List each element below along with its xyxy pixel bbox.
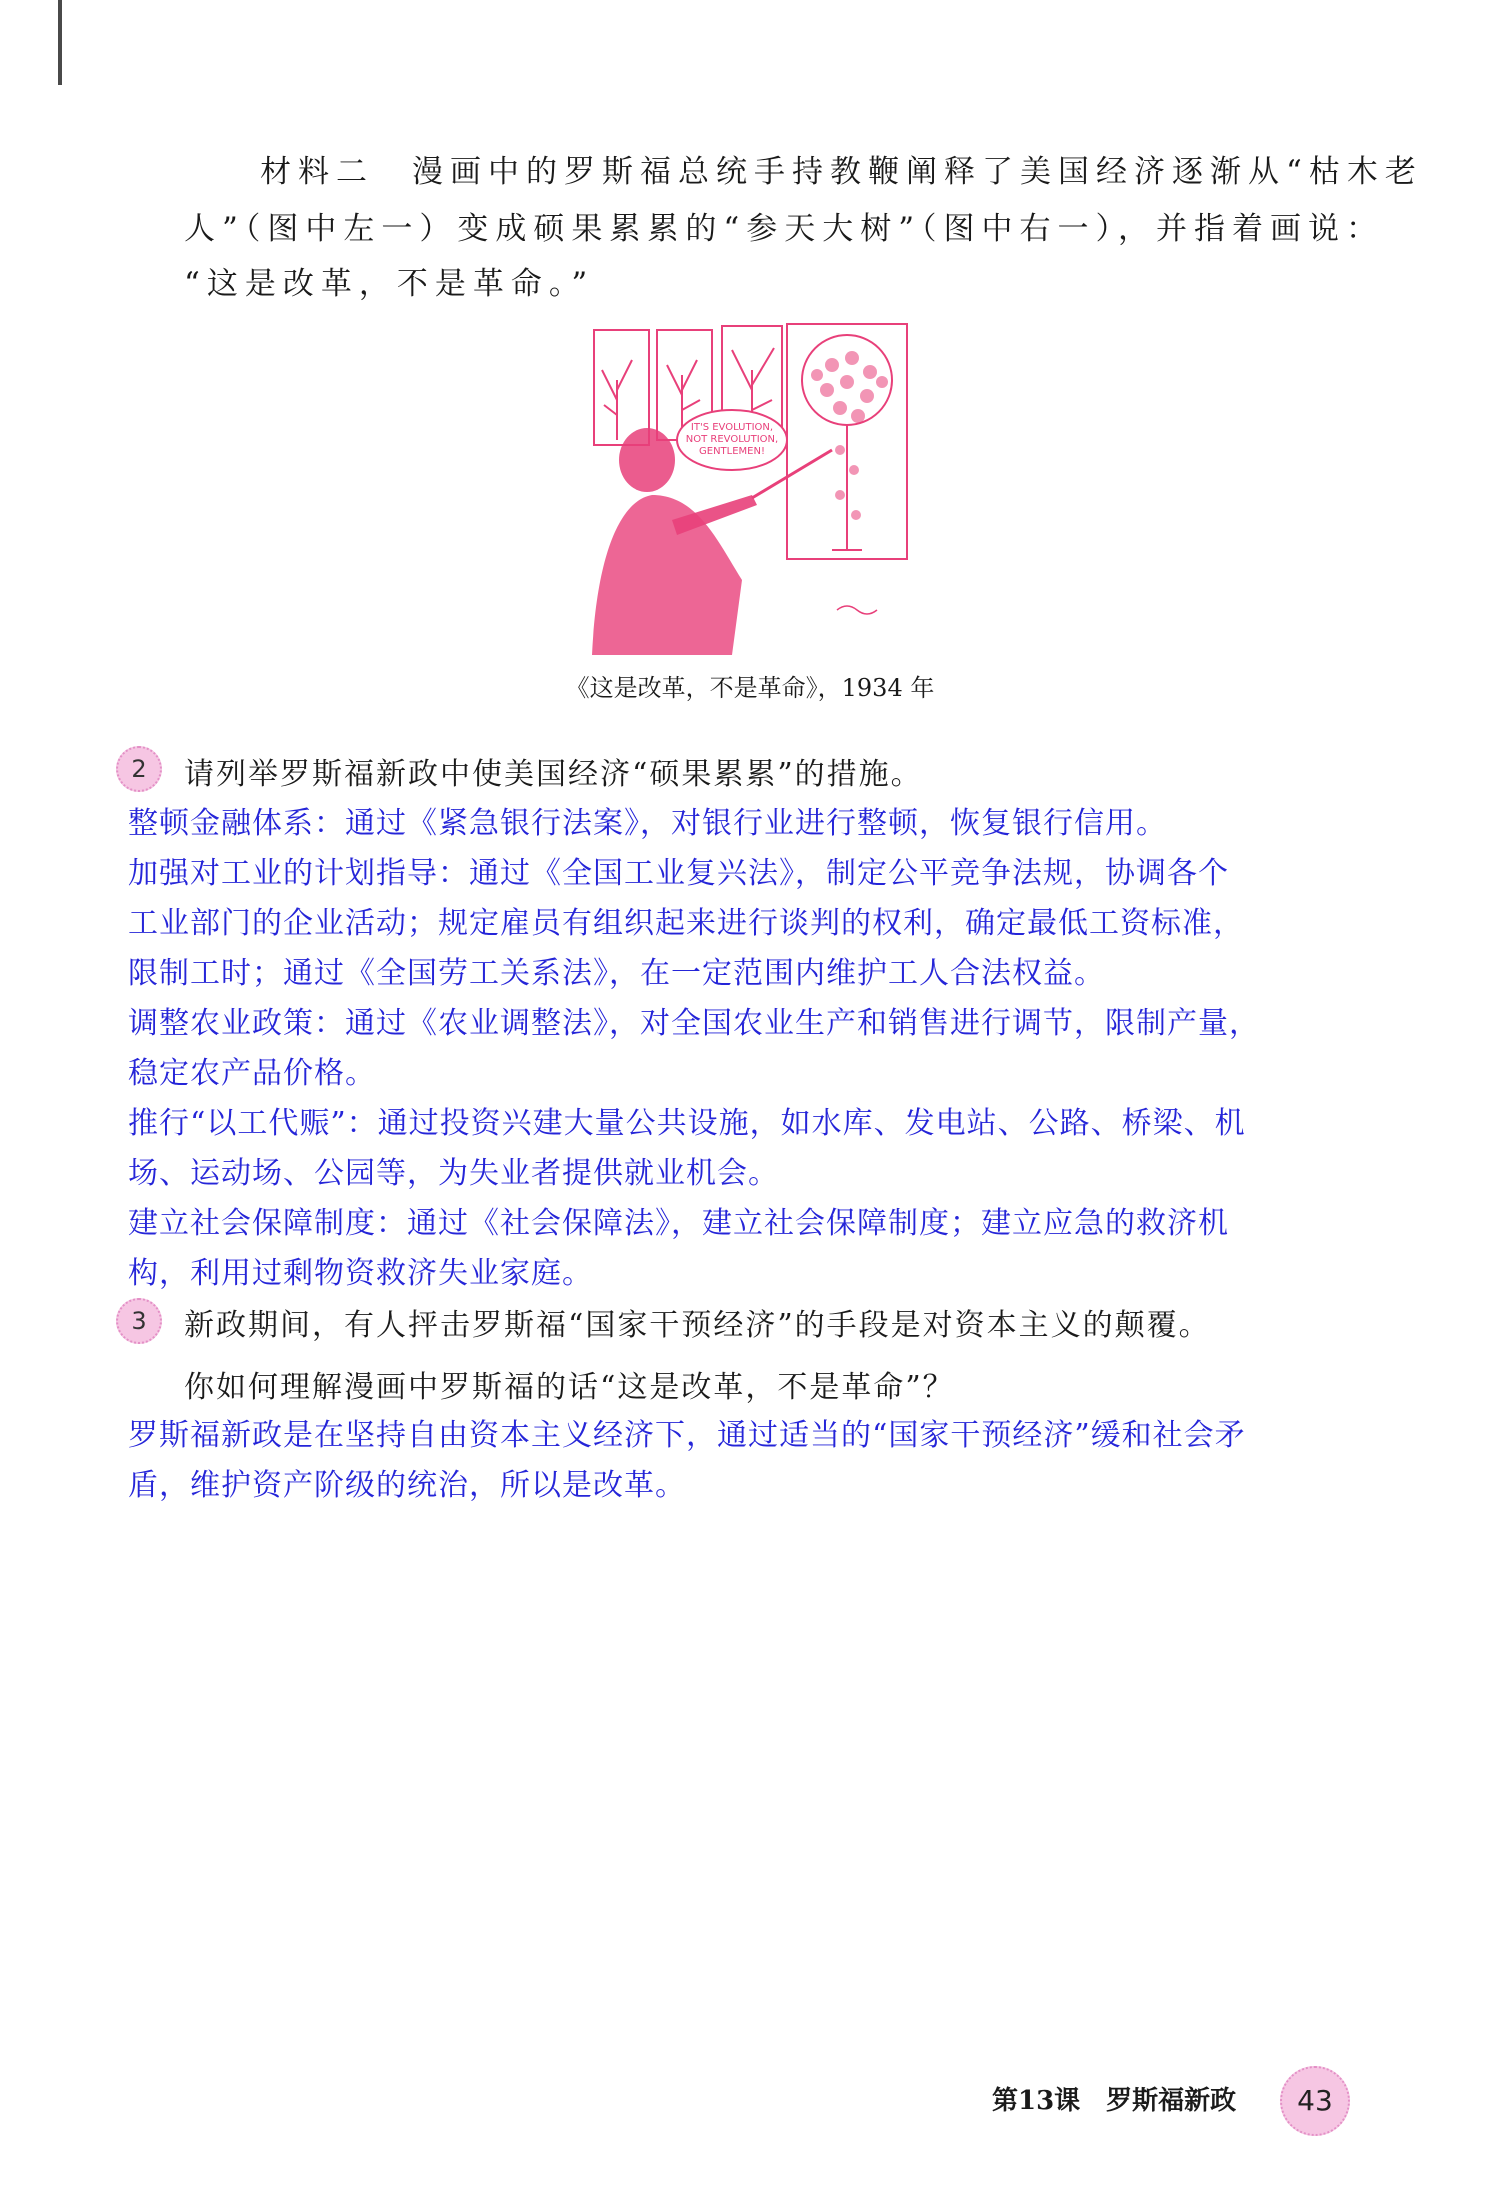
answer-2-line-2: 加强对工业的计划指导：通过《全国工业复兴法》，制定公平竞争法规，协调各个 <box>128 856 1229 891</box>
answer-2-line-3: 工业部门的企业活动；规定雇员有组织起来进行谈判的权利，确定最低工资标准， <box>128 906 1244 941</box>
figure-caption: 《这是改革，不是革命》，1934 年 <box>565 674 935 702</box>
answer-2-line-1: 整顿金融体系：通过《紧急银行法案》，对银行业进行整顿，恢复银行信用。 <box>128 806 1167 841</box>
answer-2-line-8: 场、运动场、公园等，为失业者提供就业机会。 <box>128 1156 779 1191</box>
answer-2-line-7: 推行“以工代赈”：通过投资兴建大量公共设施，如水库、发电站、公路、桥梁、机 <box>128 1106 1246 1141</box>
answer-3-line-2: 盾，维护资产阶级的统治，所以是改革。 <box>128 1468 686 1503</box>
question-3-text-line-1: 新政期间，有人抨击罗斯福“国家干预经济”的手段是对资本主义的颠覆。 <box>184 1308 1211 1343</box>
question-2-badge: 2 <box>116 746 162 792</box>
answer-2-line-10: 构，利用过剩物资救济失业家庭。 <box>128 1256 593 1291</box>
page-number: 43 <box>1280 2066 1350 2136</box>
speech-line-2: NOT REVOLUTION, <box>685 434 779 445</box>
binding-edge-line <box>58 0 62 85</box>
question-3-badge: 3 <box>116 1298 162 1344</box>
answer-2-line-9: 建立社会保障制度：通过《社会保障法》，建立社会保障制度；建立应急的救济机 <box>128 1206 1229 1241</box>
roosevelt-cartoon-image <box>582 320 922 655</box>
answer-2-line-4: 限制工时；通过《全国劳工关系法》，在一定范围内维护工人合法权益。 <box>128 956 1105 991</box>
answer-3-line-1: 罗斯福新政是在坚持自由资本主义经济下，通过适当的“国家干预经济”缓和社会矛 <box>128 1418 1246 1453</box>
speech-line-3: GENTLEMEN! <box>699 446 765 457</box>
material-line-2: 人”（图中左一）变成硕果累累的“参天大树”（图中右一），并指着画说： <box>184 211 1385 247</box>
answer-2-line-5: 调整农业政策：通过《农业调整法》，对全国农业生产和销售进行调节，限制产量， <box>128 1006 1260 1041</box>
question-3-text-line-2: 你如何理解漫画中罗斯福的话“这是改革，不是革命”？ <box>184 1370 955 1405</box>
answer-2-line-6: 稳定农产品价格。 <box>128 1056 376 1091</box>
lesson-title: 第13课 罗斯福新政 <box>992 2086 1237 2116</box>
speech-line-1: IT'S EVOLUTION, <box>690 422 774 433</box>
material-line-3: “这是改革，不是革命。” <box>184 266 595 302</box>
question-2-text: 请列举罗斯福新政中使美国经济“硕果累累”的措施。 <box>184 757 923 792</box>
material-line-1: 材料二 漫画中的罗斯福总统手持教鞭阐释了美国经济逐渐从“枯木老 <box>260 154 1423 190</box>
